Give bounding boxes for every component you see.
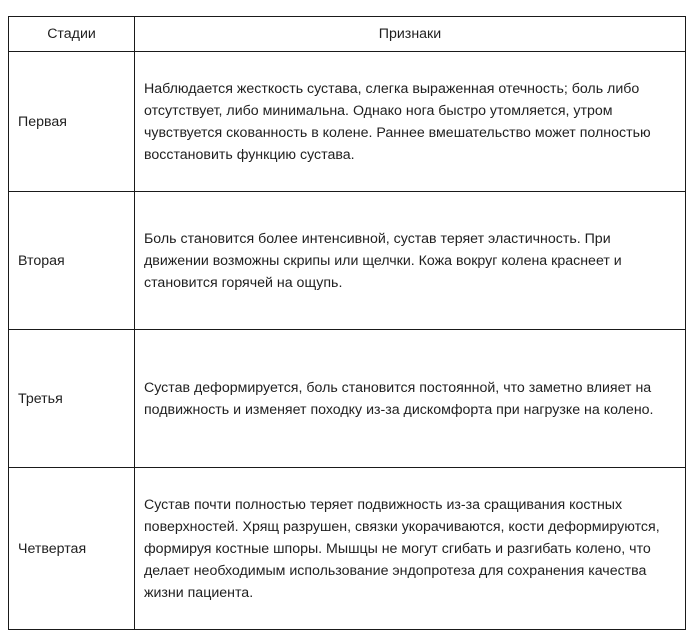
table-row — [9, 468, 686, 630]
stages-table — [8, 16, 686, 630]
stage-cell: Первая — [9, 52, 135, 192]
header-stages: Стадии — [9, 17, 135, 52]
stage-cell: Вторая — [9, 192, 135, 330]
signs-cell: Сустав почти полностью теряет подвижность из-за сращивания костных поверхностей. Хрящ разрушен, связки укорачиваются, кости деформируются, формируя костные шпоры. Мышцы не могут сгибать и разгибать колено, что делает необходимым использование эндопротеза для сохранения качества жизни пациента. — [135, 468, 686, 630]
header-signs: Признаки — [135, 17, 686, 52]
stage-cell: Третья — [9, 330, 135, 468]
table-row — [9, 192, 686, 330]
signs-cell: Сустав деформируется, боль становится постоянной, что заметно влияет на подвижность и изменяет походку из-за дискомфорта при нагрузке на колено. — [135, 330, 686, 468]
table-row — [9, 52, 686, 192]
table-header-row — [9, 17, 686, 52]
signs-cell: Наблюдается жесткость сустава, слегка выраженная отечность; боль либо отсутствует, либо минимальна. Однако нога быстро утомляется, утром чувствуется скованность в колене. Раннее вмешательство может полностью восстановить функцию сустава. — [135, 52, 686, 192]
signs-cell: Боль становится более интенсивной, сустав теряет эластичность. При движении возможны скрипы или щелчки. Кожа вокруг колена краснеет и становится горячей на ощупь. — [135, 192, 686, 330]
stage-cell: Четвертая — [9, 468, 135, 630]
table-row — [9, 330, 686, 468]
